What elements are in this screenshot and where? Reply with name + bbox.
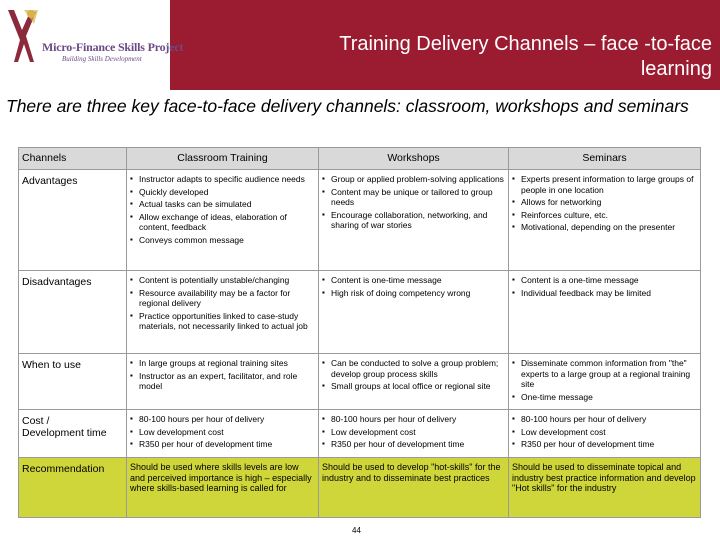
list-item: ▪ Conveys common message (130, 235, 315, 246)
table-row-cost (19, 410, 701, 458)
row-label-when-to-use: When to use (19, 354, 127, 410)
row-label-advantages: Advantages (19, 170, 127, 271)
table-header-row (19, 148, 701, 170)
list-item: ▪ Individual feedback may be limited (512, 288, 697, 299)
row-label-cost-line2: Development time (22, 427, 107, 439)
column-header-classroom: Classroom Training (127, 148, 319, 170)
cost-seminars-cell (509, 410, 701, 458)
list-item: ▪ Resource availability may be a factor for regional delivery (130, 288, 315, 309)
logo-title: Micro-Finance Skills Project (42, 40, 184, 54)
row-label-disadvantages: Disadvantages (19, 271, 127, 354)
table-row-advantages (19, 170, 701, 271)
list-item: ▪ One-time message (512, 392, 697, 403)
table-row-recommendation (19, 458, 701, 518)
page-number: 44 (352, 526, 361, 535)
logo-figure-icon (4, 6, 40, 64)
list-item: ▪ Low development cost (512, 427, 697, 438)
list-item: ▪ Low development cost (322, 427, 505, 438)
list-item: ▪ 80-100 hours per hour of delivery (130, 414, 315, 425)
row-label-recommendation: Recommendation (19, 458, 127, 518)
list-item: ▪ 80-100 hours per hour of delivery (322, 414, 505, 425)
delivery-channels-table (18, 147, 701, 518)
list-item: ▪ Content is potentially unstable/changing (130, 275, 315, 286)
logo (0, 0, 184, 90)
cost-classroom-cell (127, 410, 319, 458)
list-item: ▪ Reinforces culture, etc. (512, 210, 697, 221)
list-item: ▪ Content is a one-time message (512, 275, 697, 286)
logo-subtitle: Building Skills Development (62, 55, 142, 63)
list-item: ▪ Instructor adapts to specific audience needs (130, 174, 315, 185)
list-item: ▪ Allow exchange of ideas, elaboration of content, feedback (130, 212, 315, 233)
disadvantages-workshops-cell (319, 271, 509, 354)
list-item: ▪ Allows for networking (512, 197, 697, 208)
advantages-seminars-cell (509, 170, 701, 271)
list-item: ▪ In large groups at regional training sites (130, 358, 315, 369)
advantages-workshops-cell (319, 170, 509, 271)
list-item: ▪ 80-100 hours per hour of delivery (512, 414, 697, 425)
table-row-disadvantages (19, 271, 701, 354)
recommendation-workshops-cell: Should be used to develop "hot-skills" for the industry and to disseminate best practices (319, 458, 509, 518)
when-workshops-cell (319, 354, 509, 410)
intro-text: There are three key face-to-face delivery channels: classroom, workshops and seminars (6, 96, 689, 116)
list-item: ▪ Content is one-time message (322, 275, 505, 286)
list-item: ▪ Instructor as an expert, facilitator, and role model (130, 371, 315, 392)
list-item: ▪ R350 per hour of development time (130, 439, 315, 450)
column-header-workshops: Workshops (319, 148, 509, 170)
disadvantages-seminars-cell (509, 271, 701, 354)
slide-header (0, 0, 720, 90)
recommendation-classroom-cell: Should be used where skills levels are low and perceived importance is high – especially where skills-based learning is called for (127, 458, 319, 518)
list-item: ▪ Content may be unique or tailored to group needs (322, 187, 505, 208)
list-item: ▪ Motivational, depending on the presenter (512, 222, 697, 233)
list-item: ▪ Quickly developed (130, 187, 315, 198)
list-item: ▪ R350 per hour of development time (512, 439, 697, 450)
list-item: ▪ Low development cost (130, 427, 315, 438)
row-label-cost (19, 410, 127, 458)
when-seminars-cell (509, 354, 701, 410)
column-header-seminars: Seminars (509, 148, 701, 170)
list-item: ▪ Can be conducted to solve a group problem; develop group process skills (322, 358, 505, 379)
list-item: ▪ Actual tasks can be simulated (130, 199, 315, 210)
list-item: ▪ High risk of doing competency wrong (322, 288, 505, 299)
list-item: ▪ Encourage collaboration, networking, and sharing of war stories (322, 210, 505, 231)
disadvantages-classroom-cell (127, 271, 319, 354)
slide-title: Training Delivery Channels – face -to-face learning (339, 33, 712, 80)
list-item: ▪ Experts present information to large groups of people in one location (512, 174, 697, 195)
list-item: ▪ R350 per hour of development time (322, 439, 505, 450)
row-label-cost-line1: Cost / (22, 415, 50, 427)
advantages-classroom-cell (127, 170, 319, 271)
list-item: ▪ Small groups at local office or regional site (322, 381, 505, 392)
list-item: ▪ Group or applied problem-solving applications (322, 174, 505, 185)
list-item: ▪ Practice opportunities linked to case-study materials, not necessarily linked to actual job (130, 311, 315, 332)
when-classroom-cell (127, 354, 319, 410)
cost-workshops-cell (319, 410, 509, 458)
list-item: ▪ Disseminate common information from "the" experts to a large group at a regional training site (512, 358, 697, 390)
column-header-channels: Channels (19, 148, 127, 170)
table-row-when-to-use (19, 354, 701, 410)
recommendation-seminars-cell: Should be used to disseminate topical and industry best practice information and develop "Hot skills" for the industry (509, 458, 701, 518)
